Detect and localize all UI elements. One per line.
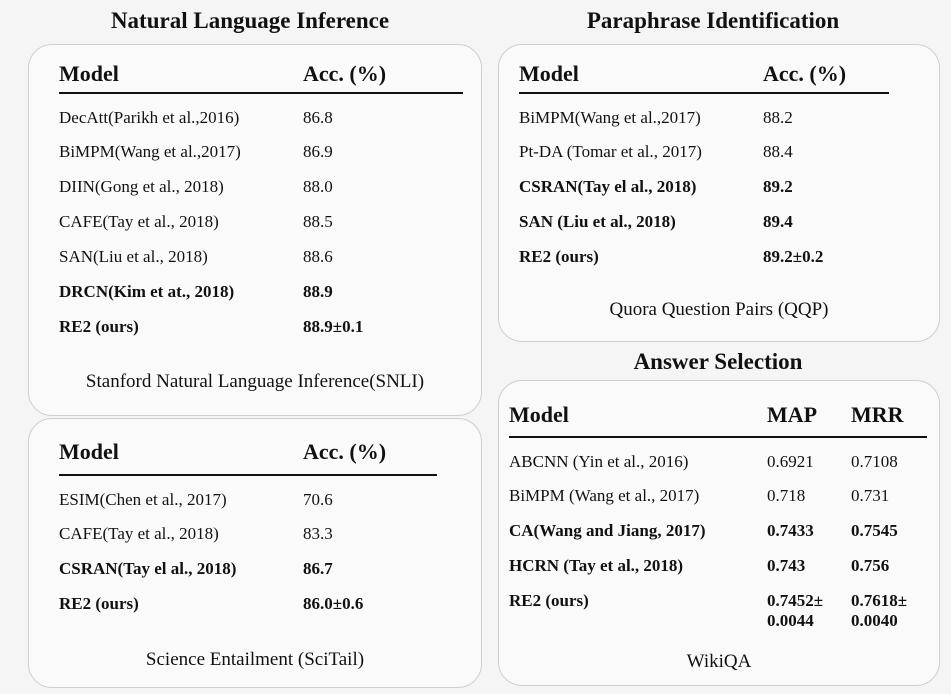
wikiqa-header-map: MAP [767,401,818,427]
qqp-header-acc: Acc. (%) [763,60,847,86]
qqp-cell-acc: 88.2 [763,108,793,127]
wikiqa-cell-model: HCRN (Tay et al., 2018) [509,556,684,575]
snli-cell-model: DIIN(Gong et al., 2018) [59,177,224,196]
snli-table [59,55,463,352]
scitail-row [59,524,437,559]
qqp-cell-acc: 89.2 [763,177,793,196]
scitail-table [59,429,437,629]
snli-cell-acc: 86.8 [303,108,333,127]
wikiqa-row [509,437,927,486]
wikiqa-row [509,556,927,591]
wikiqa-header-mrr: MRR [851,401,904,427]
snli-cell-model: RE2 (ours) [59,317,139,336]
snli-cell-model: BiMPM(Wang et al.,2017) [59,142,241,161]
snli-cell-model: CAFE(Tay et al., 2018) [59,212,219,231]
scitail-header-acc: Acc. (%) [303,438,387,464]
snli-cell-model: DecAtt(Parikh et al.,2016) [59,108,240,127]
qqp-caption: Quora Question Pairs (QQP) [609,299,829,320]
scitail-cell-acc: 83.3 [303,524,333,543]
snli-cell-acc: 88.9±0.1 [303,317,364,336]
wikiqa-cell-map: 0.7452± 0.0044 [767,591,824,630]
wikiqa-body [509,437,927,631]
snli-row [59,247,463,282]
qqp-row [519,212,889,247]
snli-header-model: Model [59,60,119,86]
snli-cell-acc: 88.6 [303,247,333,266]
scitail-cell-model: ESIM(Chen et al., 2017) [59,490,227,509]
snli-cell-acc: 88.5 [303,212,333,231]
snli-row [59,317,463,352]
snli-caption: Stanford Natural Language Inference(SNLI) [85,371,425,392]
snli-row [59,212,463,247]
snli-header-acc: Acc. (%) [303,60,387,86]
wikiqa-header-model: Model [509,401,569,427]
qqp-panel [498,44,940,342]
wikiqa-cell-map: 0.7433 [767,521,814,540]
scitail-body [59,475,437,629]
qqp-row [519,177,889,212]
qqp-cell-model: BiMPM(Wang et al.,2017) [519,108,701,127]
wikiqa-cell-model: ABCNN (Yin et al., 2016) [509,452,689,471]
scitail-cell-acc: 86.0±0.6 [303,594,364,613]
wikiqa-cell-model: BiMPM (Wang et al., 2017) [509,486,700,505]
as-section-title: Answer Selection [633,349,803,374]
snli-panel [28,44,482,416]
wikiqa-row [509,486,927,521]
wikiqa-row [509,521,927,556]
qqp-row [519,247,889,282]
qqp-cell-acc: 89.2±0.2 [763,247,824,266]
scitail-row [59,475,437,524]
wikiqa-cell-mrr: 0.756 [851,556,890,575]
scitail-cell-model: CAFE(Tay et al., 2018) [59,524,219,543]
qqp-cell-model: Pt-DA (Tomar et al., 2017) [519,142,702,161]
snli-cell-acc: 86.9 [303,142,333,161]
scitail-panel [28,418,482,688]
snli-cell-model: DRCN(Kim et at., 2018) [59,282,235,301]
scitail-cell-acc: 86.7 [303,559,333,578]
qqp-row [519,142,889,177]
qqp-cell-model: RE2 (ours) [519,247,599,266]
pi-section-title: Paraphrase Identification [586,8,840,33]
wikiqa-cell-model: CA(Wang and Jiang, 2017) [509,521,706,540]
snli-row [59,93,463,142]
qqp-body [519,93,889,282]
scitail-row [59,559,437,594]
qqp-cell-acc: 89.4 [763,212,793,231]
snli-cell-acc: 88.9 [303,282,333,301]
wikiqa-cell-mrr: 0.7618± 0.0040 [851,591,908,630]
wikiqa-cell-map: 0.6921 [767,452,814,471]
qqp-cell-model: SAN (Liu et al., 2018) [519,212,676,231]
scitail-header-model: Model [59,438,119,464]
wikiqa-panel [498,380,940,686]
wikiqa-cell-model: RE2 (ours) [509,591,589,610]
snli-cell-model: SAN(Liu et al., 2018) [59,247,208,266]
wikiqa-cell-mrr: 0.7545 [851,521,898,540]
snli-cell-acc: 88.0 [303,177,333,196]
snli-row [59,177,463,212]
wikiqa-row [509,591,927,631]
wikiqa-cell-mrr: 0.731 [851,486,890,505]
wikiqa-cell-map: 0.718 [767,486,806,505]
snli-row [59,142,463,177]
wikiqa-cell-map: 0.743 [767,556,806,575]
wikiqa-cell-mrr: 0.7108 [851,452,898,471]
wikiqa-table [509,393,927,631]
qqp-row [519,93,889,142]
qqp-cell-model: CSRAN(Tay el al., 2018) [519,177,697,196]
snli-row [59,282,463,317]
scitail-caption: Science Entailment (SciTail) [145,649,365,670]
scitail-row [59,594,437,629]
qqp-header-model: Model [519,60,579,86]
scitail-cell-model: CSRAN(Tay el al., 2018) [59,559,237,578]
scitail-cell-acc: 70.6 [303,490,333,509]
qqp-table [519,55,889,282]
nli-section-title: Natural Language Inference [110,8,390,33]
scitail-cell-model: RE2 (ours) [59,594,139,613]
qqp-cell-acc: 88.4 [763,142,793,161]
wikiqa-caption: WikiQA [686,651,752,672]
snli-body [59,93,463,352]
